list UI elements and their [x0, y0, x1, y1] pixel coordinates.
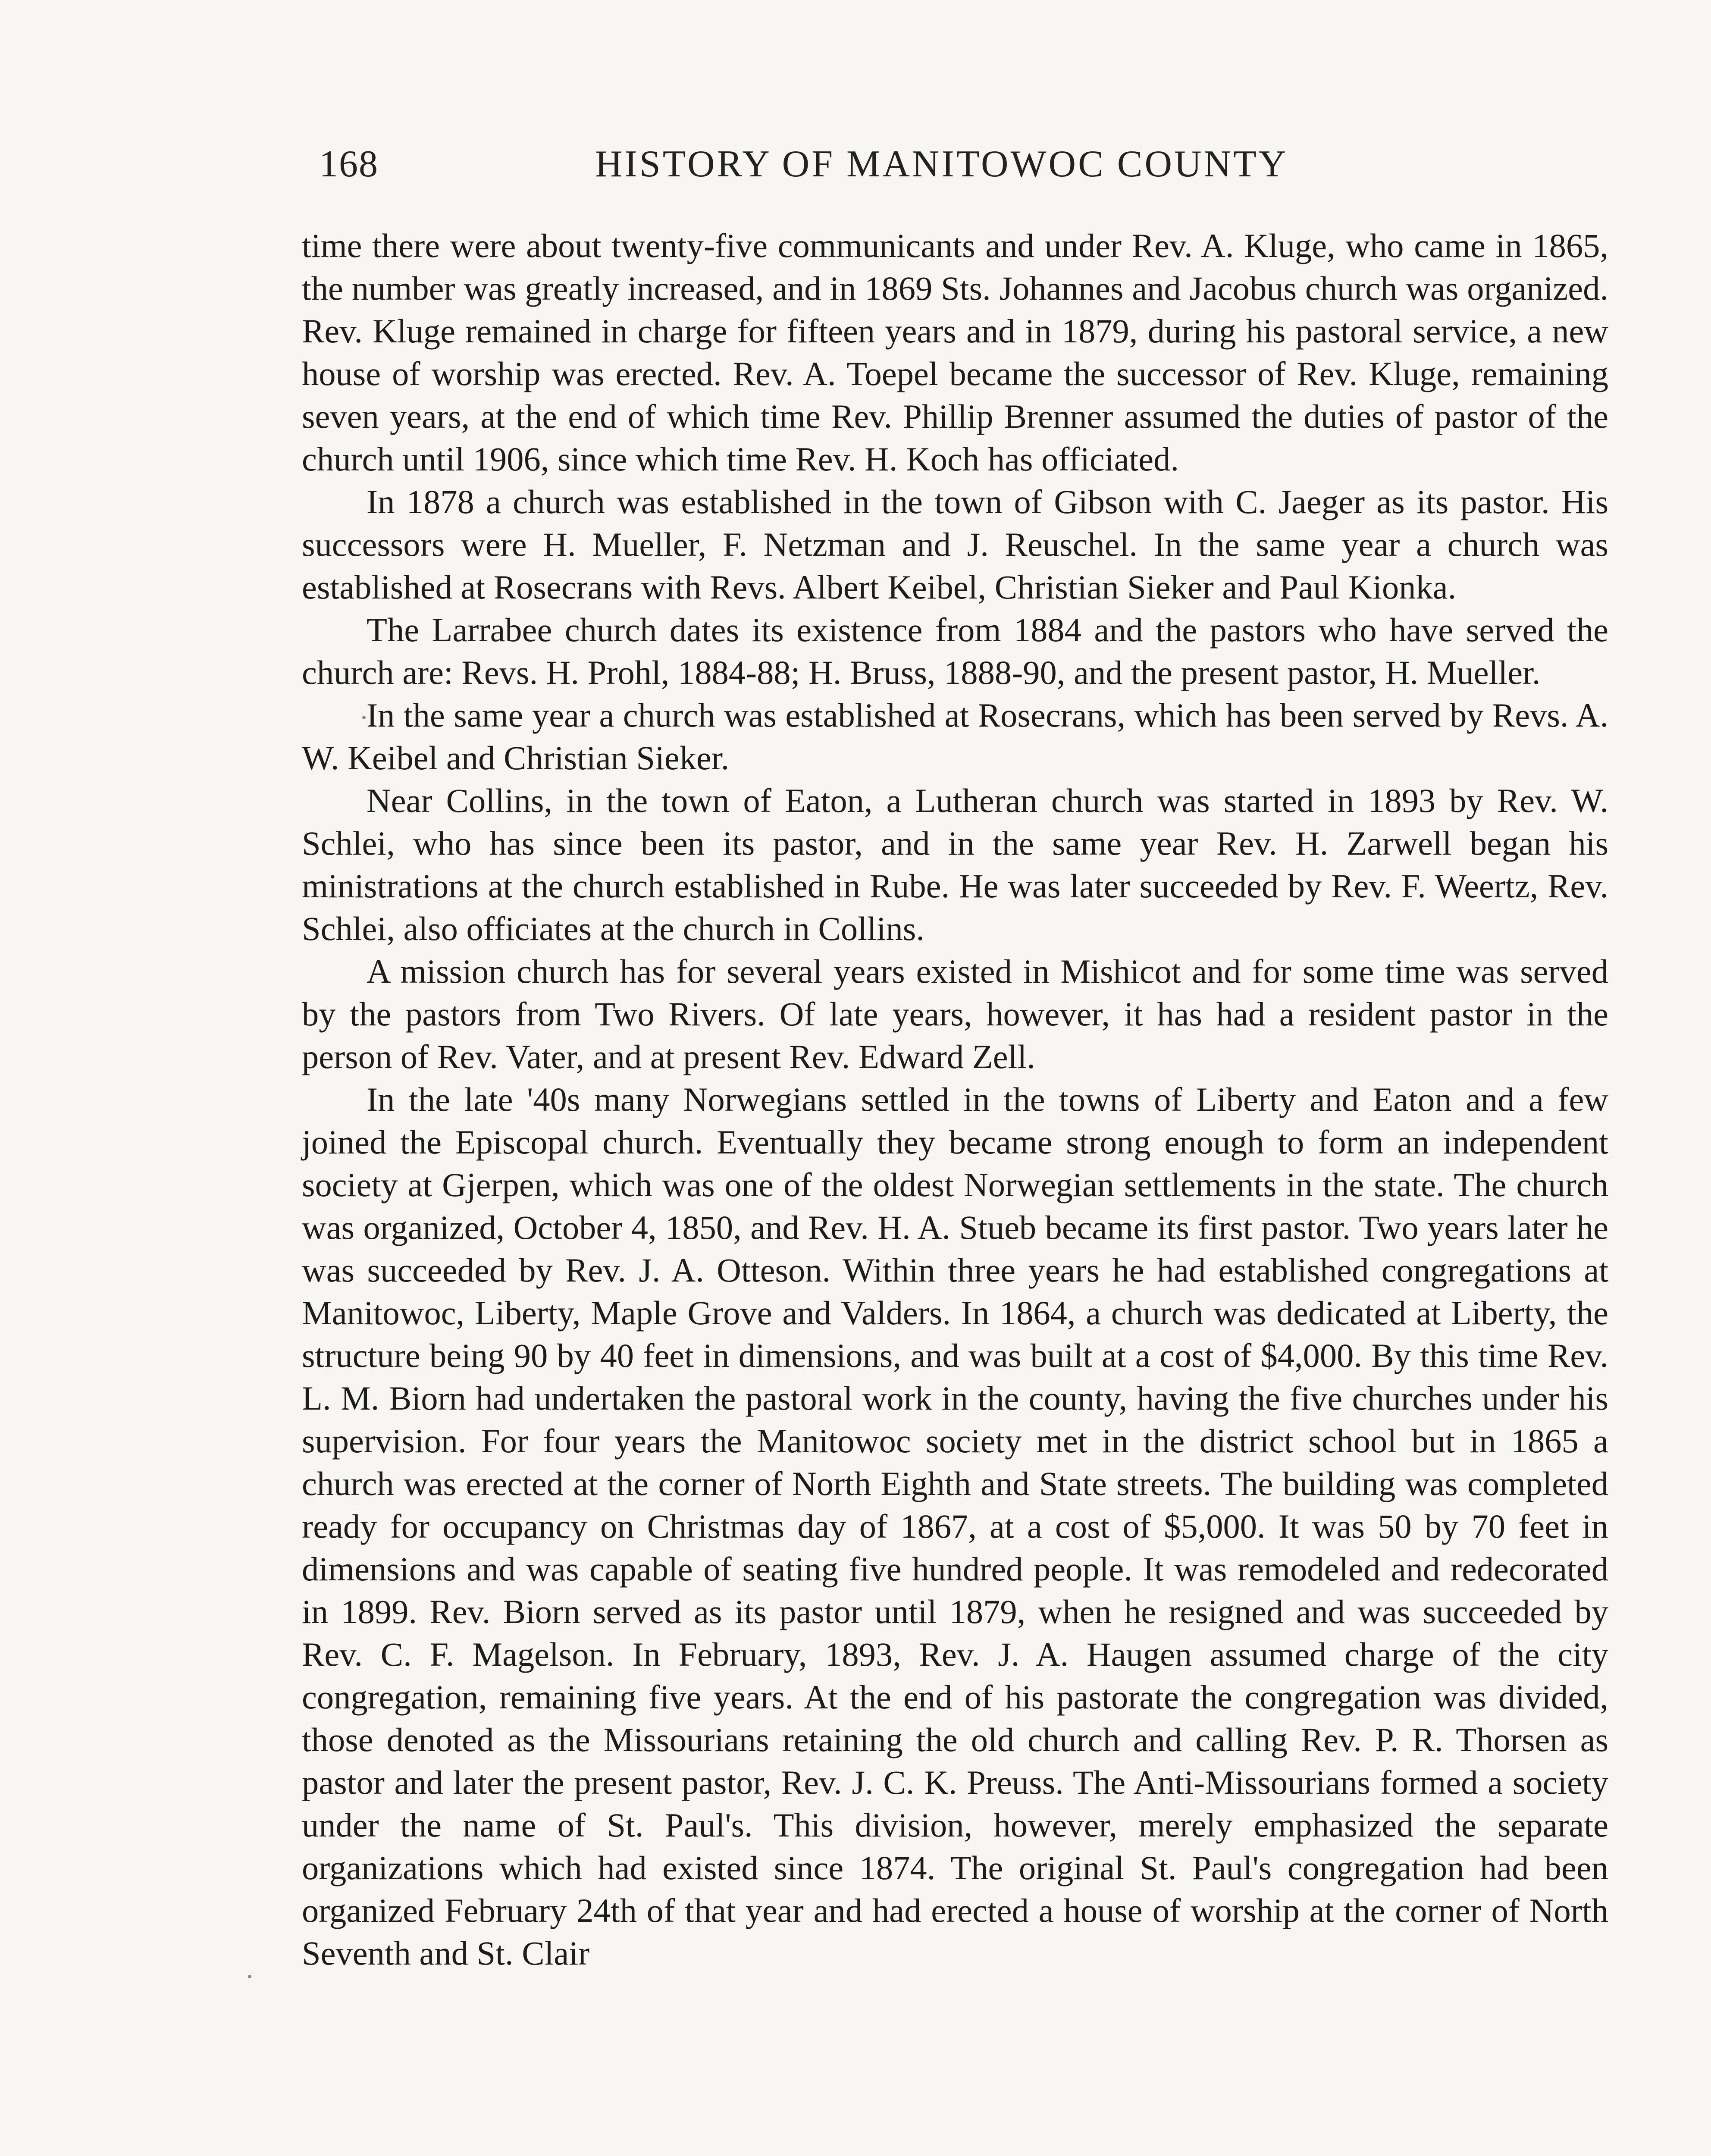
scan-speck [248, 1975, 251, 1978]
paragraph-rosecrans: In the same year a church was established at Rosecrans, which has been served by Revs. A. W. Keibel and Christian Sieker. [302, 696, 1608, 777]
body-text [302, 224, 1608, 1974]
paragraph-gibson: In 1878 a church was established in the town of Gibson with C. Jaeger as its pastor. His successors were H. Mueller, F. Netzman and J. Reuschel. In the same year a church was established at Rosecrans with Revs. Albert Keibel, Christian Sieker and Paul Kionka. [302, 483, 1608, 606]
paragraph-mishicot: A mission church has for several years existed in Mishicot and for some time was served by the pastors from Two Rivers. Of late years, however, it has had a resident pastor in the person of Rev. Vater, and at present Rev. Edward Zell. [302, 953, 1608, 1075]
paragraph-norwegians: In the late '40s many Norwegians settled in the towns of Liberty and Eaton and a few joined the Episcopal church. Eventually they became strong enough to form an independent society at Gjerpen, which was one of the oldest Norwegian settlements in the state. The church was organized, October 4, 1850, and Rev. H. A. Stueb became its first pastor. Two years later he was succeeded by Rev. J. A. Otteson. Within three years he had established congregations at Manitowoc, Liberty, Maple Grove and Valders. In 1864, a church was dedicated at Liberty, the structure being 90 by 40 feet in dimensions, and was built at a cost of $4,000. By this time Rev. L. M. Biorn had undertaken the pastoral work in the county, having the five churches under his supervision. For four years the Manitowoc society met in the district school but in 1865 a church was erected at the corner of North Eighth and State streets. The building was completed ready for occupancy on Christmas day of 1867, at a cost of $5,000. It was 50 by 70 feet in dimensions and was capable of seating five hundred people. It was remodeled and redecorated in 1899. Rev. Biorn served as its pastor until 1879, when he resigned and was succeeded by Rev. C. F. Magelson. In February, 1893, Rev. J. A. Haugen assumed charge of the city congregation, remaining five years. At the end of his pastorate the congregation was divided, those denoted as the Missourians retaining the old church and calling Rev. P. R. Thorsen as pastor and later the present pastor, Rev. J. C. K. Preuss. The Anti-Missourians formed a society under the name of St. Paul's. This division, however, merely emphasized the separate organizations which had existed since 1874. The original St. Paul's congregation had been organized February 24th of that year and had erected a house of worship at the corner of North Seventh and St. Clair [302, 1081, 1608, 1972]
paragraph-continued: time there were about twenty-five communicants and under Rev. A. Kluge, who came in 1865, the number was greatly increased, and in 1869 Sts. Johannes and Jacobus church was organized. Rev. Kluge remained in charge for fifteen years and in 1879, during his pastoral service, a new house of worship was erected. Rev. A. Toepel became the successor of Rev. Kluge, remaining seven years, at the end of which time Rev. Phillip Brenner assumed the duties of pastor of the church until 1906, since which time Rev. H. Koch has officiated. [302, 227, 1608, 478]
paragraph-larrabee: The Larrabee church dates its existence from 1884 and the pastors who have served the church are: Revs. H. Prohl, 1884-88; H. Bruss, 1888-90, and the present pastor, H. Mueller. [302, 611, 1608, 691]
paragraph-collins: Near Collins, in the town of Eaton, a Lutheran church was started in 1893 by Rev. W. Schlei, who has since been its pastor, and in the same year Rev. H. Zarwell began his ministrations at the church established in Rube. He was later succeeded by Rev. F. Weertz, Rev. Schlei, also officiates at the church in Collins. [302, 782, 1608, 947]
scan-speck [362, 716, 366, 719]
running-head [319, 142, 1613, 194]
page-title: HISTORY OF MANITOWOC COUNTY [595, 143, 1288, 185]
page-number: 168 [319, 143, 379, 185]
